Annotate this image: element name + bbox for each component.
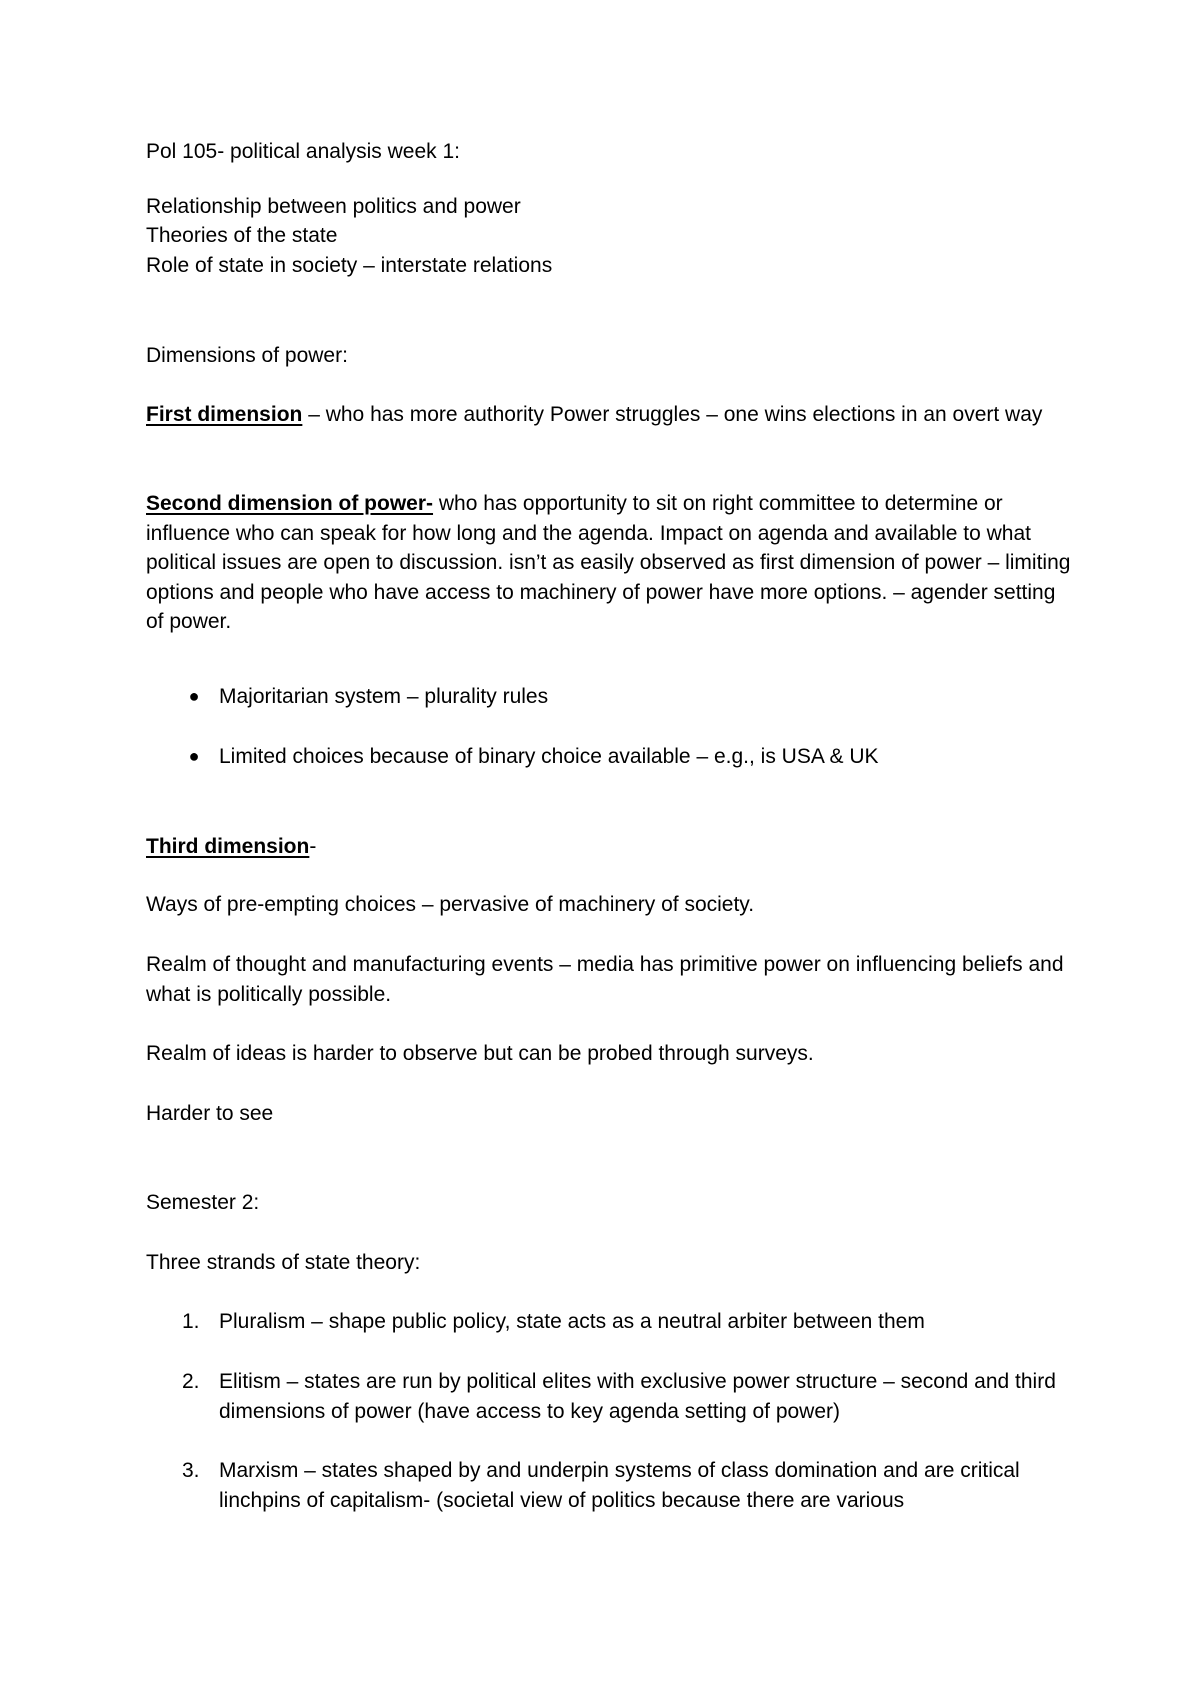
document-title: Pol 105- political analysis week 1: (146, 140, 460, 163)
third-paragraph: Realm of thought and manufacturing events – media has primitive power on influencing beliefs and what is politically possible. (146, 953, 1064, 1006)
bullet-icon: ● (188, 686, 200, 706)
bullet-text: Limited choices because of binary choice available – e.g., is USA & UK (219, 745, 879, 768)
third-paragraph: Realm of ideas is harder to observe but can be probed through surveys. (146, 1042, 814, 1065)
list-number: 2. (182, 1370, 200, 1393)
bullet-text: Majoritarian system – plurality rules (219, 685, 549, 708)
third-paragraph: Harder to see (146, 1102, 274, 1125)
second-dimension-label: Second dimension of power- (146, 492, 434, 515)
strand-text: Elitism – states are run by political elites with exclusive power structure – second and third dimensions of power (have access to key agenda setting of power) (219, 1370, 1056, 1423)
first-dimension-label: First dimension (146, 403, 303, 426)
topic-line: Relationship between politics and power (146, 195, 521, 218)
first-dimension-paragraph (146, 400, 1076, 430)
third-dimension-label: Third dimension (146, 835, 310, 858)
second-dimension-paragraph (146, 489, 1076, 637)
third-paragraph: Ways of pre-empting choices – pervasive of machinery of society. (146, 893, 755, 916)
bullet-icon: ● (188, 746, 200, 766)
third-dimension-heading (146, 832, 1076, 862)
strands-heading: Three strands of state theory: (146, 1251, 421, 1274)
semester-heading: Semester 2: (146, 1191, 260, 1214)
dimensions-heading: Dimensions of power: (146, 344, 348, 367)
topic-line: Role of state in society – interstate relations (146, 254, 553, 277)
list-number: 1. (182, 1310, 200, 1333)
third-dimension-suffix: - (309, 835, 317, 858)
strand-text: Marxism – states shaped by and underpin systems of class domination and are critical linchpins of capitalism- (societal view of politics because there are various (219, 1459, 1020, 1512)
strand-text: Pluralism – shape public policy, state acts as a neutral arbiter between them (219, 1310, 925, 1333)
topic-line: Theories of the state (146, 224, 338, 247)
first-dimension-text: – who has more authority Power struggles – one wins elections in an overt way (302, 403, 1043, 426)
second-dimension-text: who has opportunity to sit on right committee to determine or influence who can speak for how long and the agenda. Impact on agenda and available to what political issues are open to discussion. isn’t as easily observed as first dimension of power – limiting options and people who have access to machinery of power have more options. – agender setting of power. (146, 492, 1071, 633)
list-number: 3. (182, 1459, 200, 1482)
